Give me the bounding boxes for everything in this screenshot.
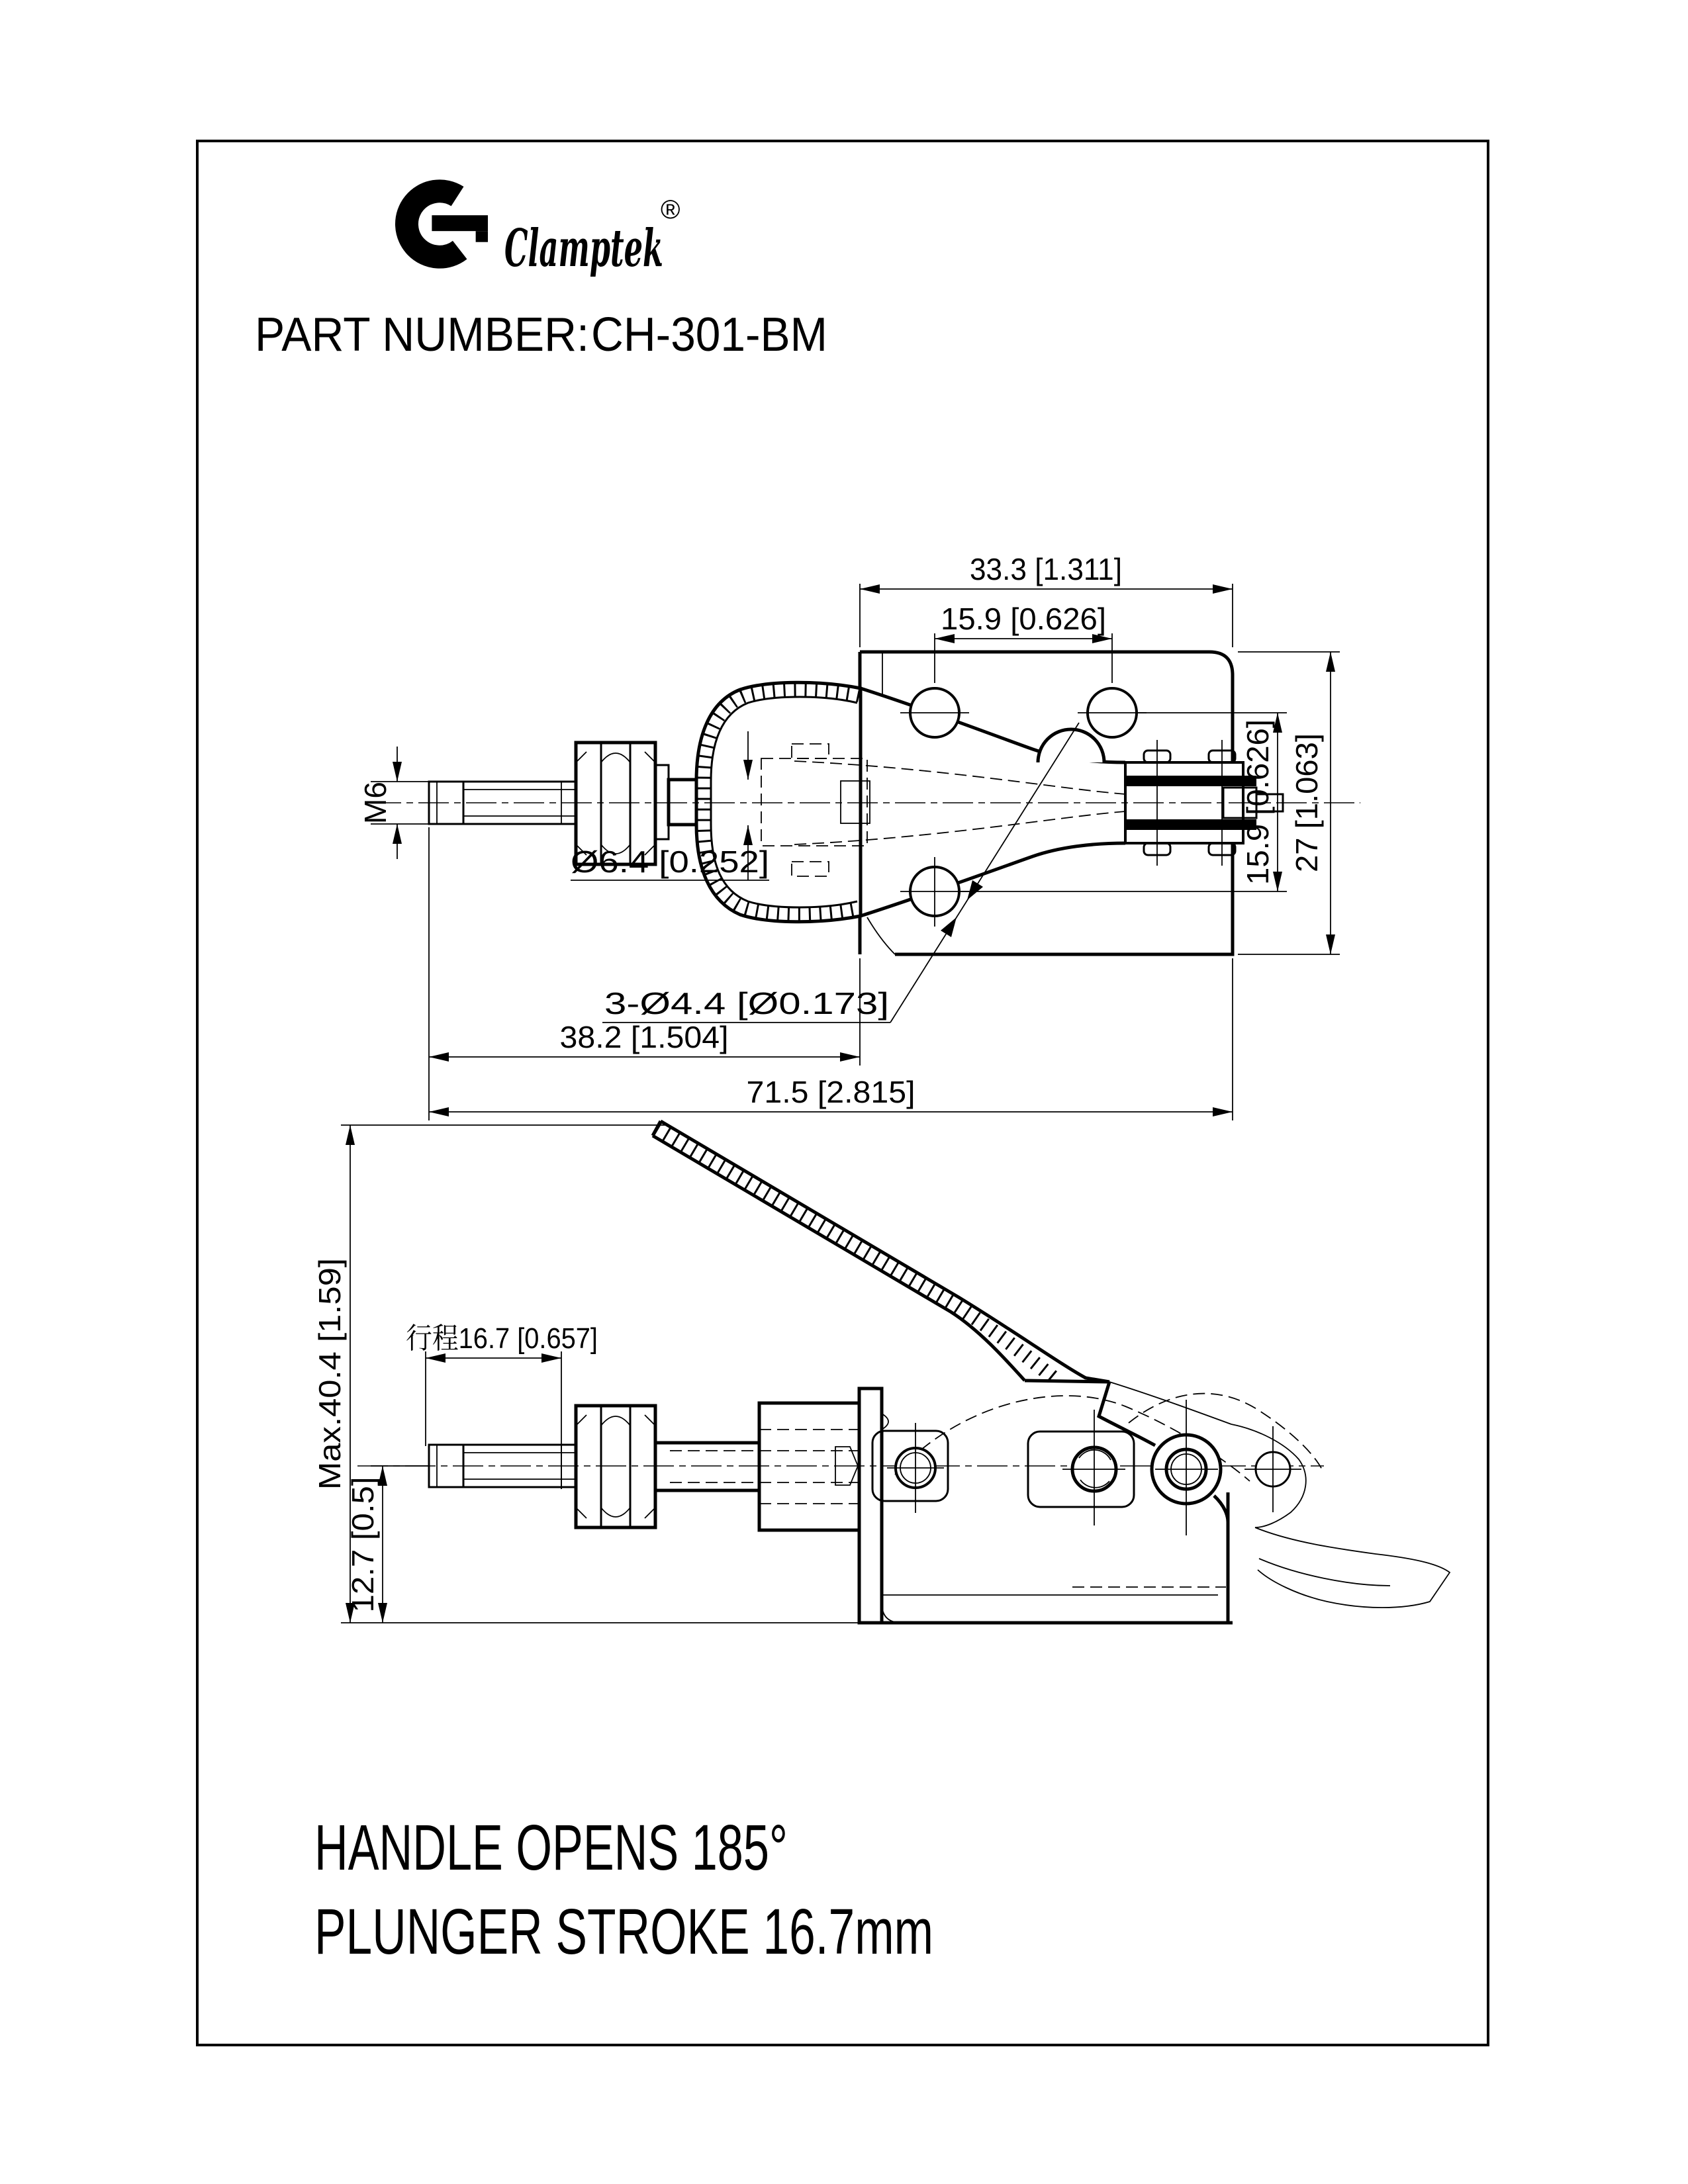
dim-stroke: 行程16.7 [0.657] [406, 1322, 598, 1355]
mounting-holes [900, 688, 1147, 927]
dim-mount-holes: 3-Ø4.4 [Ø0.173] [604, 986, 889, 1021]
dim-plunger-dia: Ø6.4 [0.252] [571, 844, 769, 879]
dim-hole-spacing-v: 15.9 [0.626] [1241, 724, 1275, 885]
plunger-assembly-side [429, 1406, 859, 1527]
note-handle-opens: HANDLE OPENS 185° [314, 1811, 788, 1884]
side-view [312, 1121, 1450, 1623]
dim-overall-width: 33.3 [1.311] [970, 552, 1122, 586]
dim-overall-length: 71.5 [2.815] [746, 1075, 915, 1109]
part-number-row [255, 308, 827, 361]
dim-base-to-center: 12.7 [0.5] [346, 1485, 380, 1613]
guide-housing [759, 1403, 859, 1530]
dim-thread: M6 [358, 782, 393, 824]
registered-mark-icon: ® [661, 195, 680, 224]
dim-plate-height: 27 [1.063] [1289, 737, 1324, 872]
toggle-lobe [696, 682, 870, 922]
pivot-holes [887, 1400, 1301, 1535]
side-view-dimensions [312, 1125, 859, 1623]
notes [314, 1811, 933, 1968]
dim-max-height: Max.40.4 [1.59] [312, 1279, 347, 1490]
brand-name: Clamptek [504, 218, 663, 279]
dim-nose-length: 38.2 [1.504] [559, 1020, 729, 1054]
hex-nut-side [576, 1406, 655, 1527]
dim-hole-spacing-h: 15.9 [0.626] [941, 602, 1106, 636]
brand-logo [406, 191, 680, 279]
note-plunger-stroke: PLUNGER STROKE 16.7mm [314, 1895, 933, 1968]
top-view [358, 552, 1360, 1120]
part-number-label: PART NUMBER: [255, 308, 589, 361]
brand-logo-g-icon [406, 191, 488, 257]
handle-grip-hatching [657, 1128, 1055, 1379]
part-number-value: CH-301-BM [591, 308, 827, 361]
handle [653, 1121, 1450, 1608]
